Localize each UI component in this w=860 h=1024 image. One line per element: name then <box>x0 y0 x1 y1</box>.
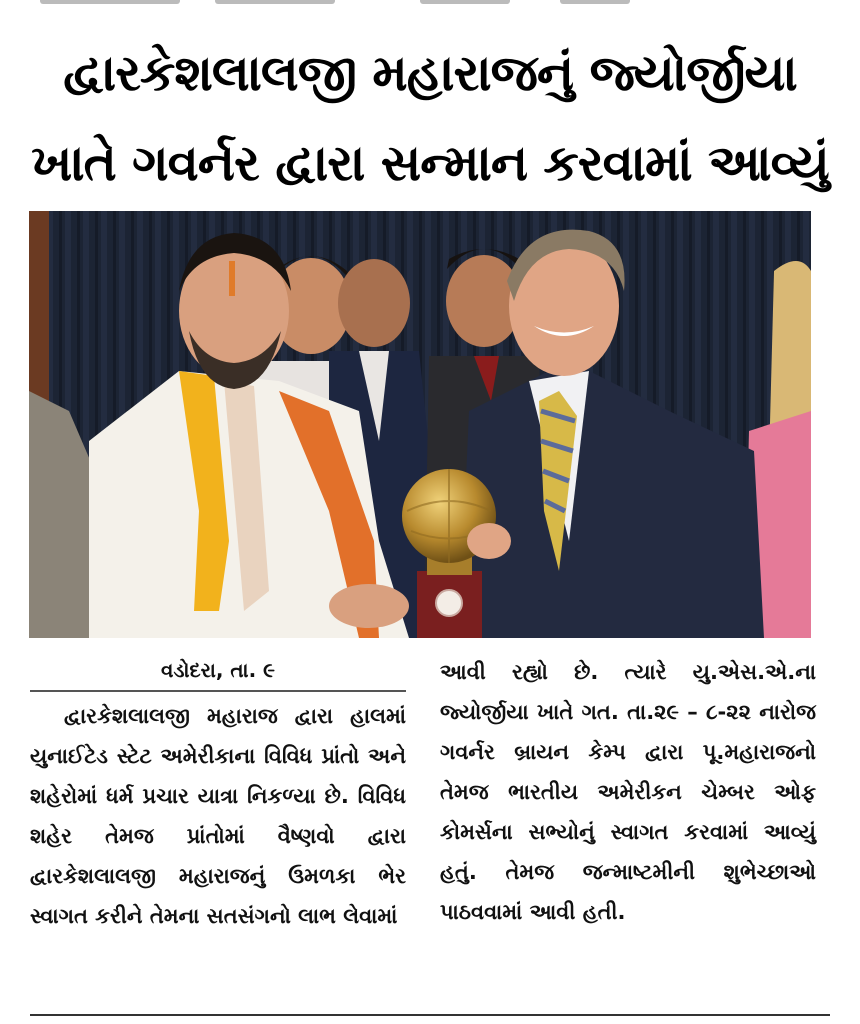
bottom-divider <box>30 1014 830 1016</box>
top-page-fragment <box>0 0 860 14</box>
dateline: વડોદરા, તા. ૯ <box>161 658 275 682</box>
article-column-left <box>30 652 406 936</box>
body-text-left: દ્વારકેશલાલજી મહારાજ દ્વારા હાલમાં યુનાઈટેડ સ્ટેટ અમેરીકાના વિવિધ પ્રાંતો અને શહેરોમાં ધર્મ પ્રચાર યાત્રા નિકળ્યા છે. વિવિધ શહેર તેમજ પ્રાંતોમાં વૈષ્ણવો દ્વારા દ્વારકેશલાલજી મહારાજનું ઉમળકા ભેર સ્વાગત કરીને તેમના સતસંગનો લાભ લેવામાં <box>30 704 406 928</box>
article-column-right <box>440 652 816 932</box>
headline-line-2: ખાતે ગવર્નર દ્વારા સન્માન કરવામાં આવ્યું <box>31 134 829 192</box>
body-text-right: આવી રહ્યો છે. ત્યારે યુ.એસ.એ.ના જ્યોર્જીયા ખાતે ગત. તા.૨૯ – ૮-૨૨ નારોજ ગવર્નર બ્રાયન કેમ્પ દ્વારા પૂ.મહારાજનો તેમજ ભારતીય અમેરીકન ચેમ્બર ઓફ કોમર્સના સભ્યોનું સ્વાગત કરવામાં આવ્યું હતું. તેમજ જન્માષ્ટમીની શુભેચ્છાઓ પાઠવવામાં આવી હતી. <box>440 660 816 924</box>
news-photo <box>29 211 811 638</box>
headline-line-1: દ્વારકેશલાલજી મહારાજનું જ્યોર્જીયા <box>63 44 797 102</box>
dateline-divider <box>30 690 406 692</box>
